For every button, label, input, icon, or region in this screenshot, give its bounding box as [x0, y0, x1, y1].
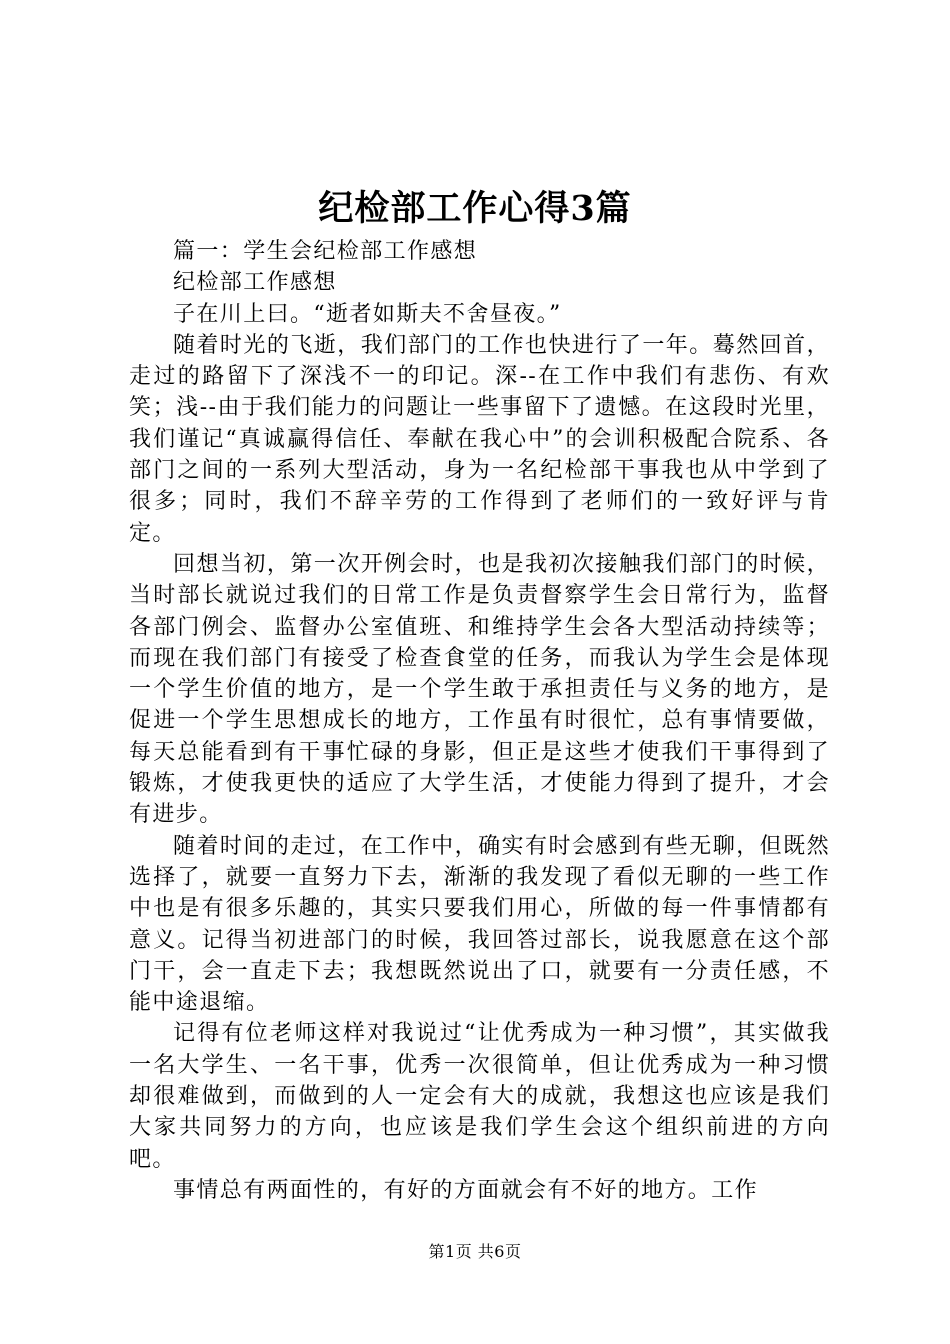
paragraph: 记得有位老师这样对我说过“让优秀成为一种习惯”，其实做我一名大学生、一名干事，优秀一次很简单，但让优秀成为一种习惯却很难做到，而做到的人一定会有大的成就，我想这也应该是我们大家共同努力的方向，也应该是我们学生会这个组织前进的方向吧。: [129, 1021, 830, 1172]
page-footer: 第1页 共6页: [428, 1242, 522, 1261]
paragraph: 事情总有两面性的，有好的方面就会有不好的地方。工作: [173, 1177, 759, 1203]
paragraph: 纪检部工作感想: [173, 270, 337, 296]
paragraph: 子在川上曰。“逝者如斯夫不舍昼夜。”: [173, 301, 562, 327]
document-title: 纪检部工作心得3篇: [318, 188, 632, 229]
paragraph: 随着时光的飞逝，我们部门的工作也快进行了一年。蓦然回首，走过的路留下了深浅不一的印记。深--在工作中我们有悲伤、有欢笑；浅--由于我们能力的问题让一些事留下了遗憾。在这段时光里，我们谨记“真诚赢得信任、奉献在我心中”的会训积极配合院系、各部门之间的一系列大型活动，身为一名纪检部干事我也从中学到了很多；同时，我们不辞辛劳的工作得到了老师们的一致好评与肯定。: [129, 332, 830, 546]
document-body: [129, 236, 830, 1206]
paragraph: 回想当初，第一次开例会时，也是我初次接触我们部门的时候，当时部长就说过我们的日常工作是负责督察学生会日常行为，监督各部门例会、监督办公室值班、和维持学生会各大型活动持续等；而现在我们部门有接受了检查食堂的任务，而我认为学生会是体现一个学生价值的地方，是一个学生敢于承担责任与义务的地方，是促进一个学生思想成长的地方，工作虽有时很忙，总有事情要做，每天总能看到有干事忙碌的身影，但正是这些才使我们干事得到了锻炼，才使我更快的适应了大学生活，才使能力得到了提升，才会有进步。: [129, 551, 830, 828]
paragraph: 随着时间的走过，在工作中，确实有时会感到有些无聊，但既然选择了，就要一直努力下去，渐渐的我发现了看似无聊的一些工作中也是有很多乐趣的，其实只要我们用心，所做的每一件事情都有意义。记得当初进部门的时候，我回答过部长，说我愿意在这个部门干，会一直走下去；我想既然说出了口，就要有一分责任感，不能中途退缩。: [129, 833, 830, 1016]
paragraph: 篇一：学生会纪检部工作感想: [173, 239, 478, 264]
